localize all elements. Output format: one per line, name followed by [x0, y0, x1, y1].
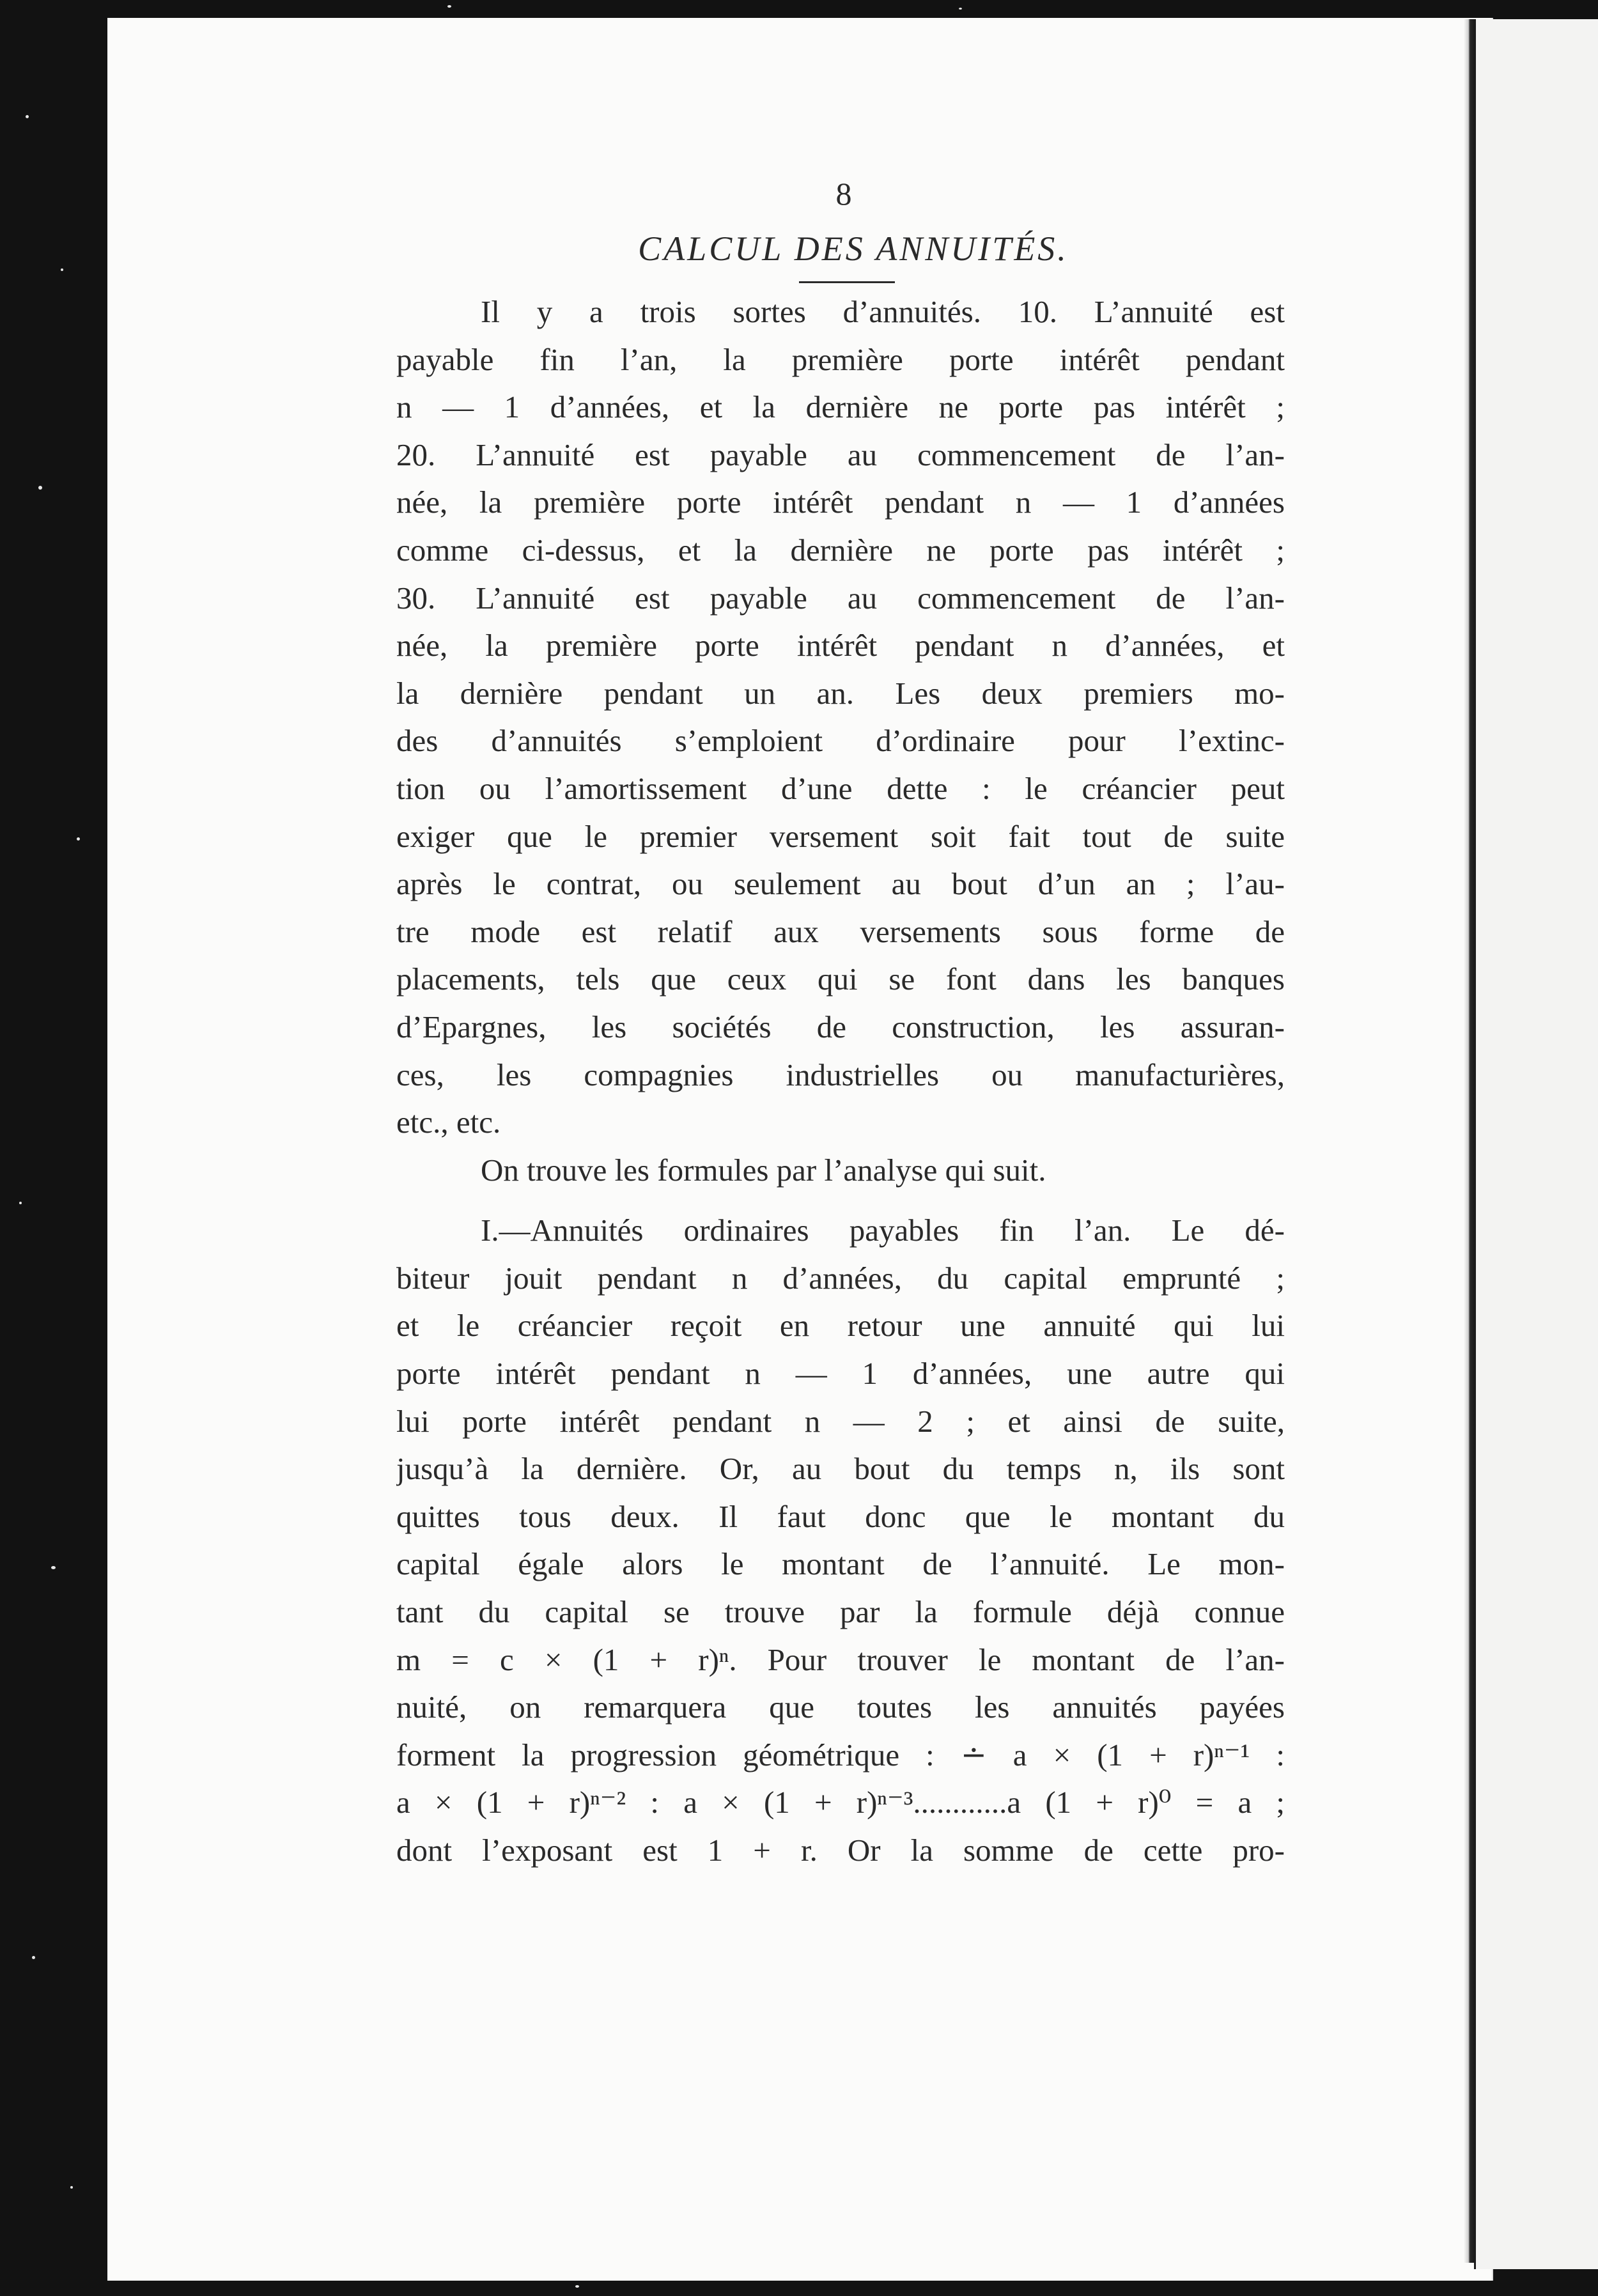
text-line: ces, les compagnies industrielles ou manufacturières,: [396, 1057, 1285, 1092]
text-line: biteur jouit pendant n d’années, du capital emprunté ;: [396, 1260, 1285, 1296]
text-line: d’Epargnes, les sociétés de construction, les assuran-: [396, 1009, 1285, 1044]
text-line: née, la première porte intérêt pendant n d’années, et: [396, 628, 1285, 663]
text-line: et le créancier reçoit en retour une annuité qui lui: [396, 1308, 1285, 1344]
scan-speck: [38, 486, 42, 490]
scan-speck: [61, 268, 63, 271]
text-line: lui porte intérêt pendant n — 2 ; et ainsi de suite,: [396, 1403, 1285, 1439]
text-line: jusqu’à la dernière. Or, au bout du temps n, ils sont: [396, 1451, 1285, 1487]
chapter-heading: CALCUL DES ANNUITÉS.: [638, 229, 1069, 268]
text-line: porte intérêt pendant n — 1 d’années, une autre qui: [396, 1356, 1285, 1392]
text-line: après le contrat, ou seulement au bout d’un an ; l’au-: [396, 866, 1285, 902]
text-line: 20. L’annuité est payable au commencement de l’an-: [396, 437, 1285, 472]
text-line: nuité, on remarquera que toutes les annuités payées: [396, 1689, 1285, 1725]
text-line: placements, tels que ceux qui se font dans les banques: [396, 961, 1285, 997]
text-line: la dernière pendant un an. Les deux premiers mo-: [396, 675, 1285, 711]
text-line: comme ci-dessus, et la dernière ne porte pas intérêt ;: [396, 532, 1285, 568]
text-line: forment la progression géométrique : ∸ a × (1 + r)ⁿ⁻¹ :: [396, 1737, 1285, 1772]
scan-speck: [51, 1566, 56, 1569]
facing-page-edge: [1474, 19, 1598, 2269]
text-line: I.—Annuités ordinaires payables fin l’an. Le dé-: [481, 1213, 1285, 1248]
scan-speck: [19, 1202, 22, 1204]
text-line: n — 1 d’années, et la dernière ne porte pas intérêt ;: [396, 389, 1285, 425]
scan-speck: [959, 8, 962, 10]
scan-speck: [77, 837, 80, 841]
heading-rule: [799, 281, 895, 283]
text-line: quittes tous deux. Il faut donc que le montant du: [396, 1498, 1285, 1534]
text-line: 30. L’annuité est payable au commencement de l’an-: [396, 580, 1285, 616]
paragraph-ordinary-annuities: [396, 1207, 1285, 1874]
scan-speck: [575, 2285, 579, 2288]
text-line: payable fin l’an, la première porte intérêt pendant: [396, 341, 1285, 377]
scan-speck: [32, 1956, 35, 1959]
page-text: [396, 165, 1285, 1875]
page-number: 8: [835, 176, 852, 212]
text-line: m = c × (1 + r)ⁿ. Pour trouver le montant de l’an-: [396, 1641, 1285, 1677]
text-line: capital égale alors le montant de l’annuité. Le mon-: [396, 1546, 1285, 1582]
scan-speck: [447, 5, 451, 8]
text-line: tre mode est relatif aux versements sous forme de: [396, 913, 1285, 949]
scan-speck: [70, 2186, 73, 2189]
paragraph-annuity-types: [396, 288, 1285, 1147]
text-line: dont l’exposant est 1 + r. Or la somme de cette pro-: [396, 1833, 1285, 1868]
text-line: née, la première porte intérêt pendant n — 1 d’années: [396, 485, 1285, 520]
text-line: tion ou l’amortissement d’une dette : le créancier peut: [396, 770, 1285, 806]
page-gutter: [1464, 19, 1474, 2263]
text-line: exiger que le premier versement soit fait tout de suite: [396, 818, 1285, 854]
paragraph-formulas-intro: [396, 1147, 1285, 1195]
text-line: etc., etc.: [396, 1105, 501, 1140]
text-line: Il y a trois sortes d’annuités. 10. L’annuité est: [481, 294, 1285, 329]
text-line: des d’annuités s’emploient d’ordinaire pour l’extinc-: [396, 723, 1285, 759]
text-line: tant du capital se trouve par la formule déjà connue: [396, 1594, 1285, 1630]
scan-speck: [26, 115, 29, 118]
text-line: On trouve les formules par l’analyse qui suit.: [481, 1152, 1046, 1188]
text-line: a × (1 + r)ⁿ⁻² : a × (1 + r)ⁿ⁻³............a (1 + r)⁰ = a ;: [396, 1785, 1285, 1820]
